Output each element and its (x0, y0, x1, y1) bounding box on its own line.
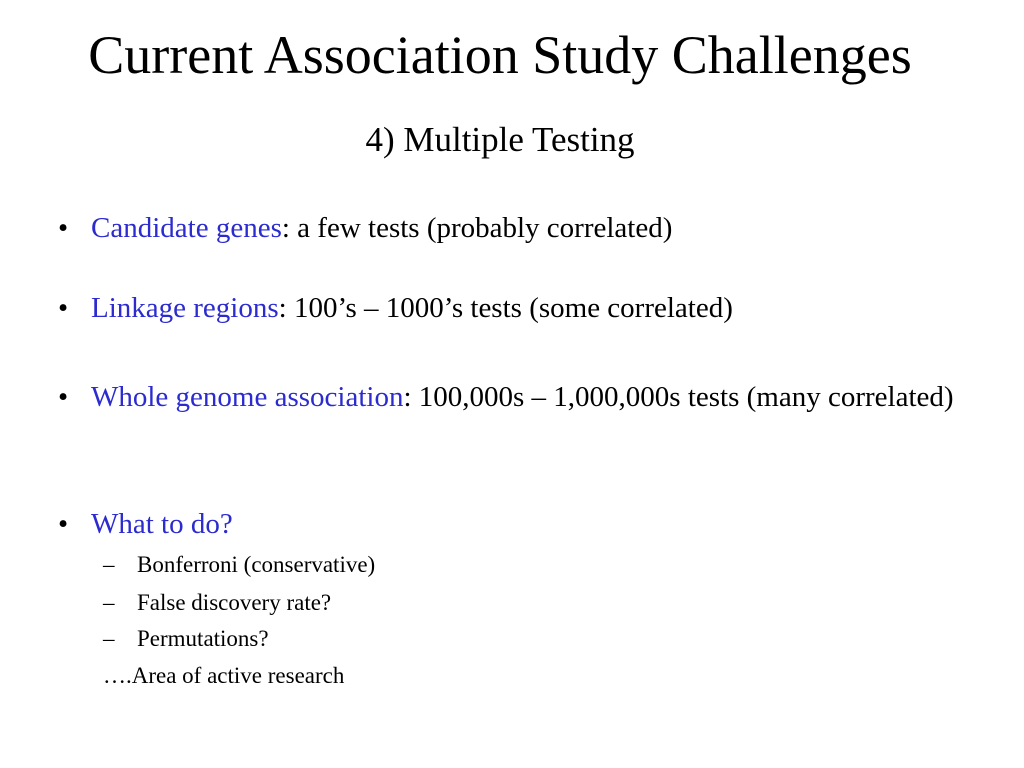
bullet-marker: • (58, 292, 69, 324)
slide-title: Current Association Study Challenges (88, 25, 912, 85)
bullet-term: Linkage regions (91, 292, 279, 324)
bullet-marker: • (58, 508, 69, 540)
bullet-text: : 100’s – 1000’s tests (some correlated) (278, 292, 733, 324)
closing-note: ….Area of active research (103, 663, 345, 688)
bullet-term: Whole genome association (91, 381, 404, 413)
sub-item-fdr (103, 589, 331, 617)
sub-item-text: Bonferroni (conservative) (137, 552, 376, 577)
bullet-candidate-genes (58, 210, 978, 246)
bullet-term: What to do? (91, 508, 233, 540)
slide-subtitle: 4) Multiple Testing (365, 120, 635, 159)
sub-marker: – (103, 590, 115, 615)
bullet-whole-genome (58, 379, 978, 415)
bullet-what-to-do (58, 506, 978, 542)
bullet-term: Candidate genes (91, 212, 282, 244)
bullet-marker: • (58, 381, 69, 413)
sub-marker: – (103, 626, 115, 651)
bullet-linkage-regions (58, 290, 978, 326)
sub-marker: – (103, 552, 115, 577)
sub-item-text: Permutations? (137, 626, 269, 651)
sub-item-permutations (103, 625, 269, 653)
bullet-text: : 100,000s – 1,000,000s tests (many correlated) (403, 381, 954, 413)
sub-item-bonferroni (103, 551, 375, 579)
bullet-marker: • (58, 212, 69, 244)
sub-item-text: False discovery rate? (137, 590, 332, 615)
bullet-text: : a few tests (probably correlated) (281, 212, 673, 244)
